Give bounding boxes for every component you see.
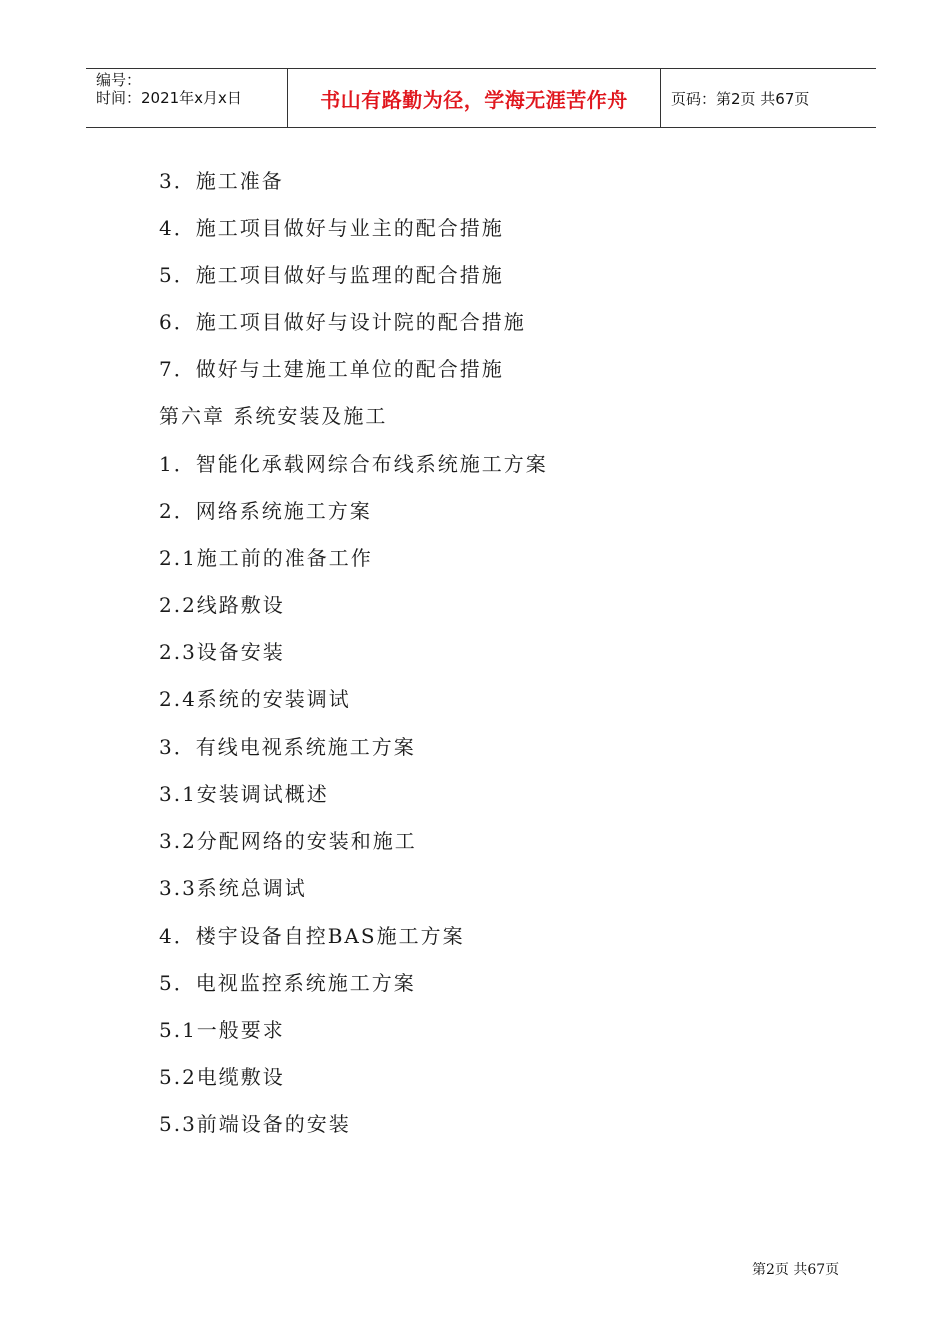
page-header [86,68,876,128]
footer-page-number: 第2页 共67页 [752,1262,840,1278]
toc-subitem: 2.2线路敷设 [159,593,285,617]
toc-subitem: 5.1一般要求 [159,1018,285,1042]
header-meta [86,69,288,127]
toc-item: 4．楼宇设备自控BAS施工方案 [159,924,465,948]
header-page-number: 页码：第2页 共67页 [671,89,810,108]
document-number-label: 编号： [96,71,142,89]
toc-item: 3．施工准备 [159,169,284,193]
toc-item: 4．施工项目做好与业主的配合措施 [159,216,504,240]
toc-item: 2．网络系统施工方案 [159,499,372,523]
toc-chapter-heading: 第六章 系统安装及施工 [159,404,388,428]
toc-item: 3．有线电视系统施工方案 [159,735,416,759]
toc-item: 7．做好与土建施工单位的配合措施 [159,357,504,381]
toc-item: 5．电视监控系统施工方案 [159,971,416,995]
toc-subitem: 5.3前端设备的安装 [159,1112,351,1136]
header-motto: 书山有路勤为径，学海无涯苦作舟 [288,69,661,127]
toc-subitem: 5.2电缆敷设 [159,1065,285,1089]
toc-subitem: 2.4系统的安装调试 [159,687,351,711]
document-date: 时间：2021年x月x日 [96,89,242,107]
toc-item: 1．智能化承载网综合布线系统施工方案 [159,452,548,476]
toc-subitem: 2.3设备安装 [159,640,285,664]
toc-subitem: 2.1施工前的准备工作 [159,546,373,570]
toc-item: 6．施工项目做好与设计院的配合措施 [159,310,526,334]
toc-subitem: 3.1安装调试概述 [159,782,329,806]
toc-item: 5．施工项目做好与监理的配合措施 [159,263,504,287]
toc-subitem: 3.3系统总调试 [159,876,307,900]
toc-subitem: 3.2分配网络的安装和施工 [159,829,417,853]
